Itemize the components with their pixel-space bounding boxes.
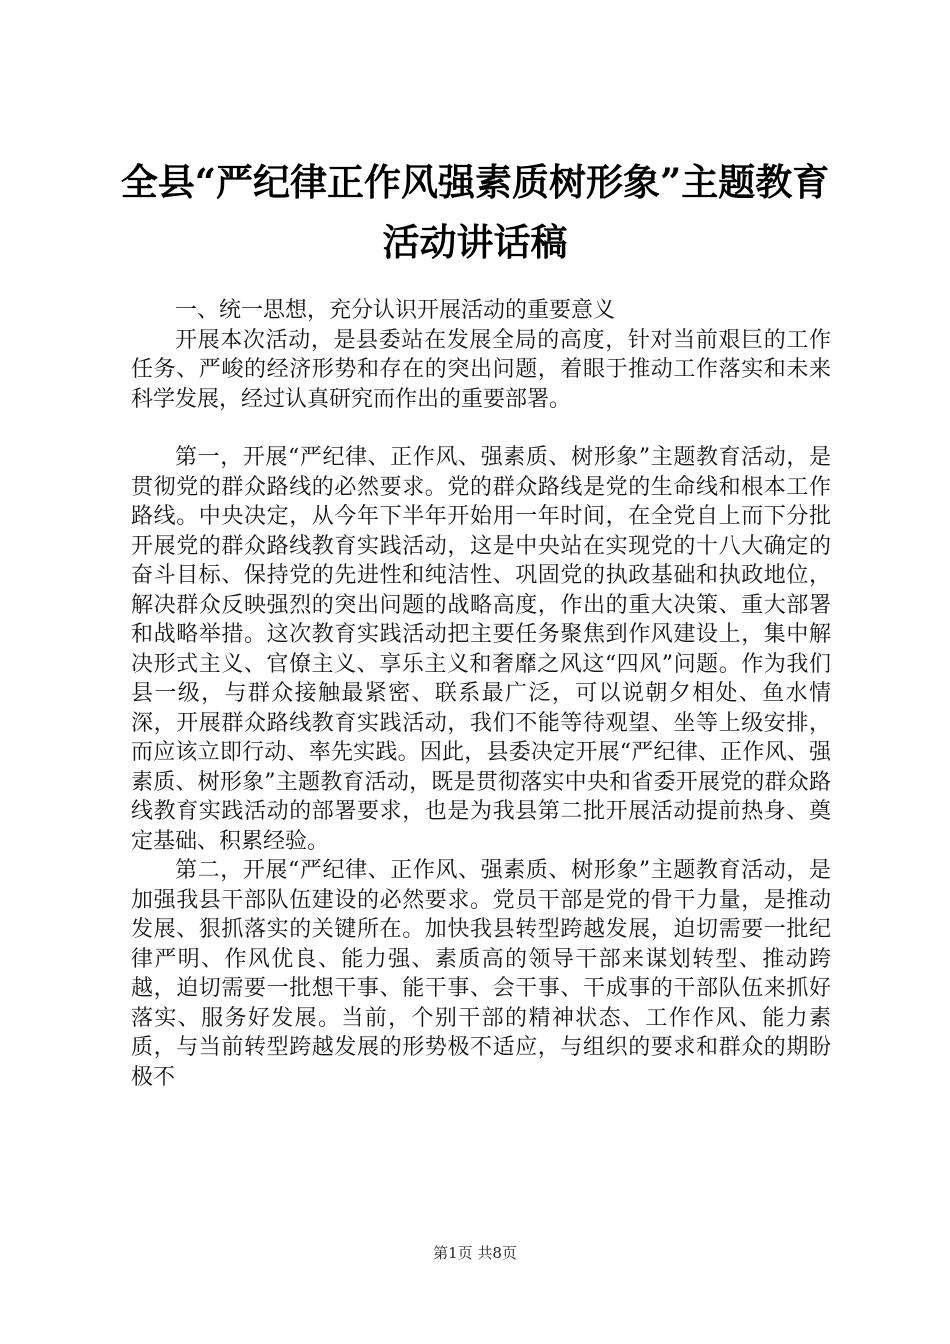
section-heading: 一、统一思想，充分认识开展活动的重要意义 — [175, 298, 616, 323]
paragraph-intro: 开展本次活动，是县委站在发展全局的高度，针对当前艰巨的工作任务、严峻的经济形势和存在的突出问题，着眼于推动工作落实和未来科学发展，经过认真研究而作出的重要部署。 — [131, 327, 831, 412]
page-footer: 第1页 共8页 — [433, 1244, 517, 1262]
paragraph-first: 第一，开展“严纪律、正作风、强素质、树形象”主题教育活动，是贯彻党的群众路线的必然要求。党的群众路线是党的生命线和根本工作路线。中央决定，从今年下半年开始用一年时间，在全党自上而下分批开展党的群众路线教育实践活动，这是中央站在实现党的十八大确定的奋斗目标、保持党的先进性和纯洁性、巩固党的执政基础和执政地位，解决群众反映强烈的突出问题的战略高度，作出的重大决策、重大部署和战略举措。这次教育实践活动把主要任务聚焦到作风建设上，集中解决形式主义、官僚主义、享乐主义和奢靡之风这“四风”问题。作为我们县一级，与群众接触最紧密、联系最广泛，可以说朝夕相处、鱼水情深，开展群众路线教育实践活动，我们不能等待观望、坐等上级安排，而应该立即行动、率先实践。因此，县委决定开展“严纪律、正作风、强素质、树形象”主题教育活动，既是贯彻落实中央和省委开展党的群众路线教育实践活动的部署要求，也是为我县第二批开展活动提前热身、奠定基础、积累经验。 — [131, 445, 831, 854]
document-title-line-1: 全县“严纪律正作风强素质树形象”主题教育 — [120, 160, 830, 204]
document-title-line-2: 活动讲话稿 — [382, 220, 568, 264]
paragraph-spacer — [131, 414, 831, 443]
paragraph-second: 第二，开展“严纪律、正作风、强素质、树形象”主题教育活动，是加强我县干部队伍建设的必然要求。党员干部是党的骨干力量，是推动发展、狠抓落实的关键所在。加快我县转型跨越发展，迫切需要一批纪律严明、作风优良、能力强、素质高的领导干部来谋划转型、推动跨越，迫切需要一批想干事、能干事、会干事、干成事的干部队伍来抓好落实、服务好发展。当前，个别干部的精神状态、工作作风、能力素质，与当前转型跨越发展的形势极不适应，与组织的要求和群众的期盼极不 — [131, 858, 831, 1090]
document-body — [131, 296, 831, 1092]
